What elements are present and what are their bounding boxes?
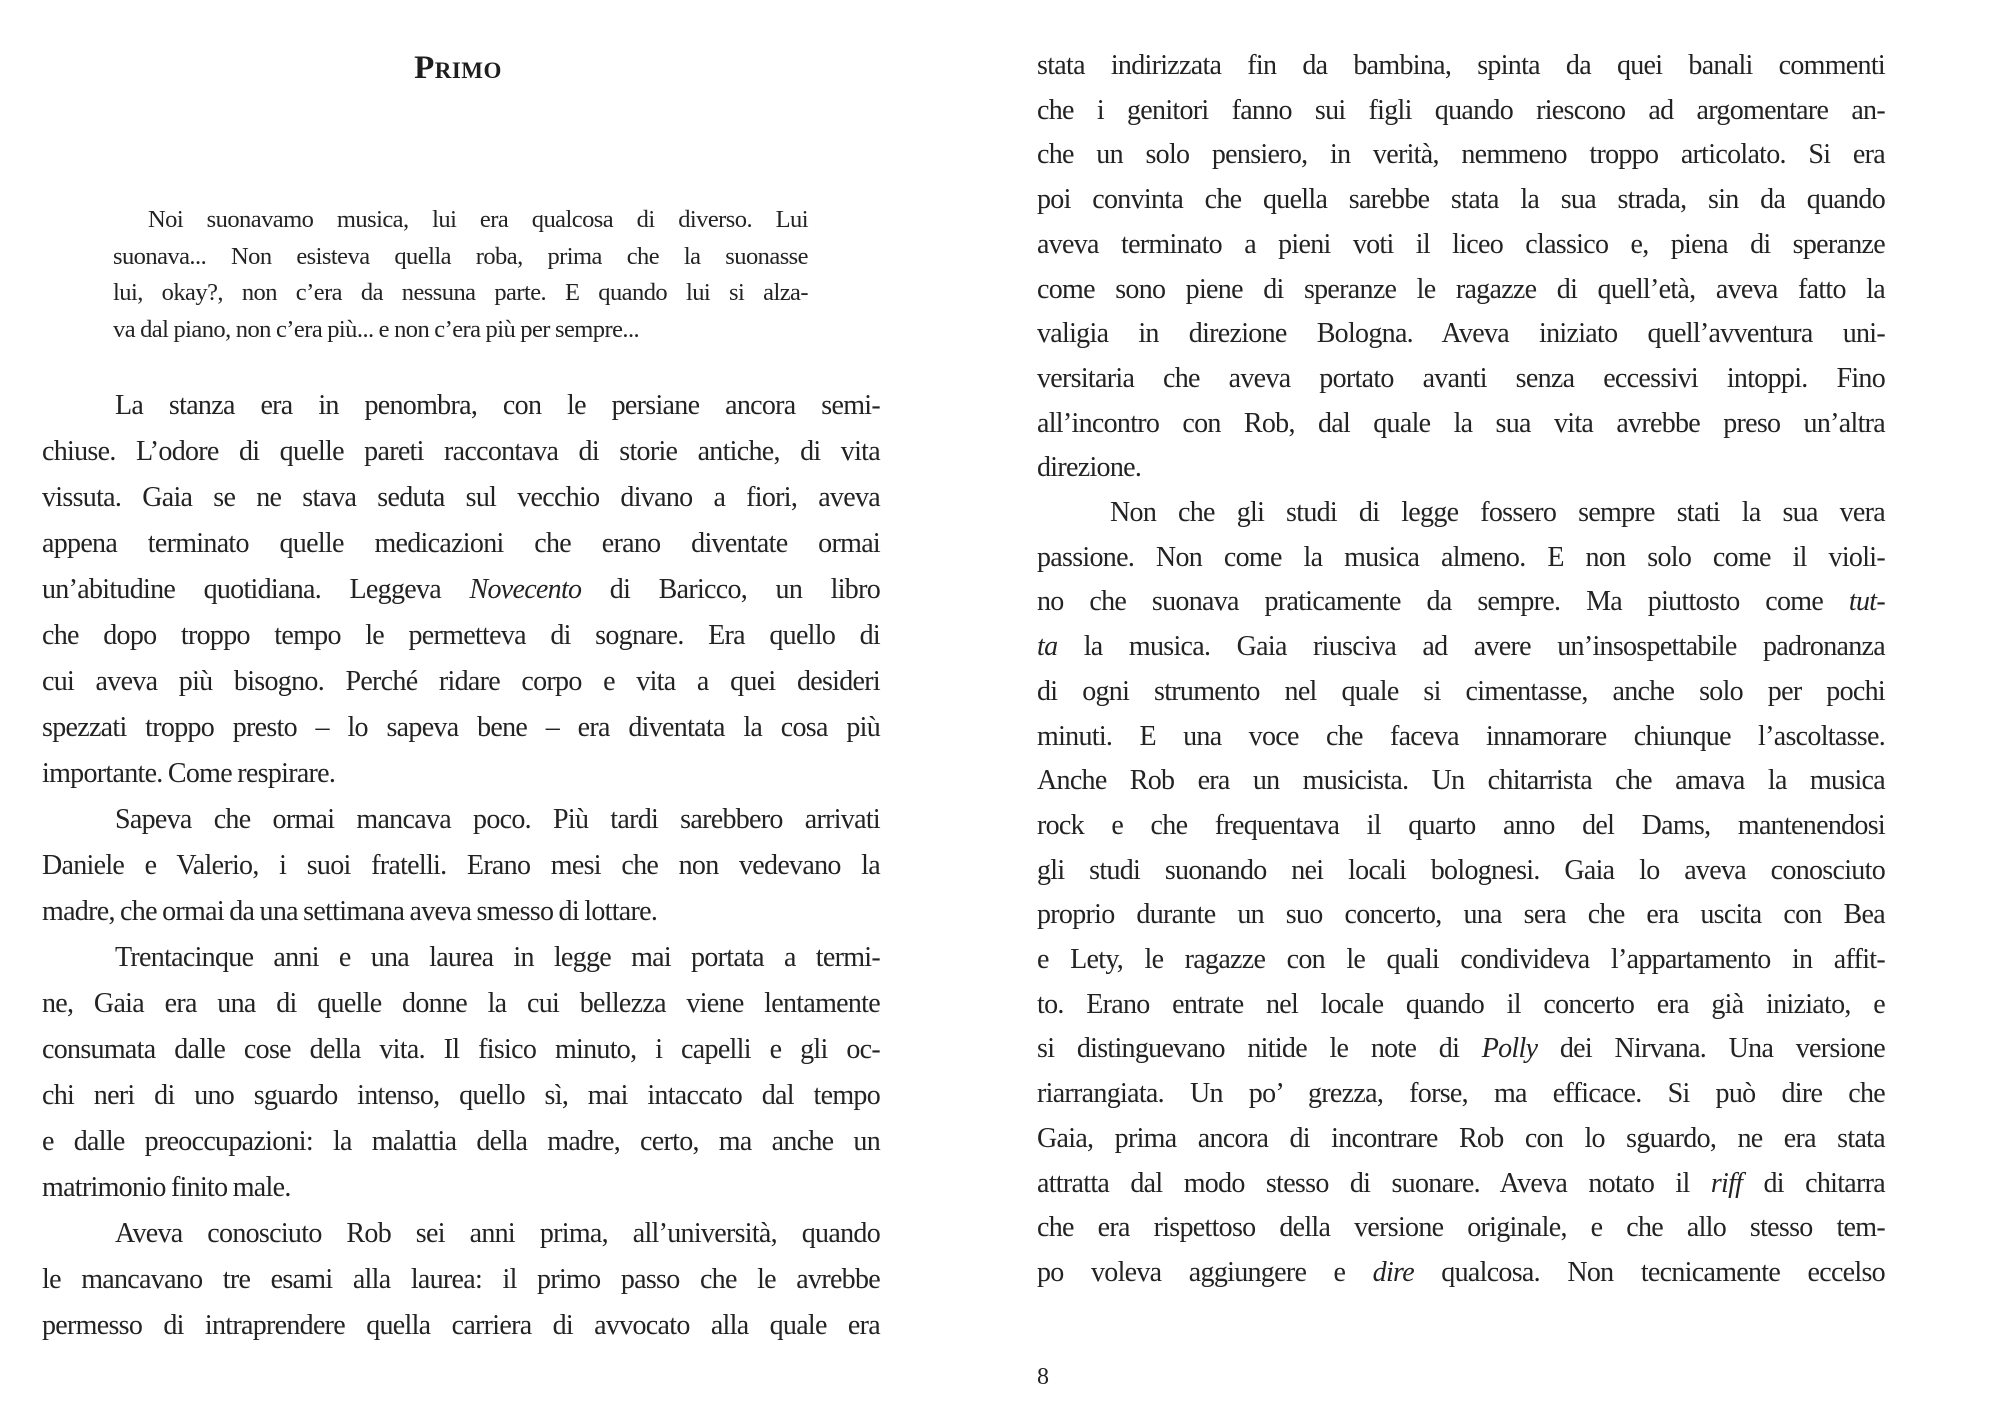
text-span: e Lety, le ragazze con le quali condivideva l’appartamento in affit- <box>1037 944 1885 975</box>
text-line <box>1037 541 1885 575</box>
text-line <box>42 757 880 791</box>
text-line <box>42 1125 880 1159</box>
epigraph-line: lui, okay?, non c’era da nessuna parte. E quando lui si alza- <box>113 279 808 307</box>
text-span: consumata dalle cose della vita. Il fisico minuto, i capelli e gli oc- <box>42 1034 880 1065</box>
text-line <box>1037 362 1885 396</box>
italic-text: dire <box>1372 1256 1414 1288</box>
text-line <box>1037 1256 1885 1290</box>
text-line <box>42 435 880 469</box>
italic-text: Novecento <box>469 574 582 605</box>
text-span: Anche Rob era un musicista. Un chitarrista che amava la musica <box>1037 765 1885 797</box>
text-span: to. Erano entrate nel locale quando il concerto era già iniziato, e <box>1037 988 1885 1020</box>
text-line <box>42 1079 880 1113</box>
text-span: dei Nirvana. Una versione <box>1537 1033 1885 1065</box>
text-line <box>1037 228 1885 262</box>
text-span: di ogni strumento nel quale si cimentasse, anche solo per pochi <box>1037 675 1885 707</box>
epigraph-line: suonava... Non esisteva quella roba, prima che la suonasse <box>113 242 808 270</box>
text-span: no che suonava praticamente da sempre. Ma piuttosto come <box>1037 586 1849 618</box>
text-span: proprio durante un suo concerto, una sera che era uscita con Bea <box>1037 899 1885 931</box>
text-span: cui aveva più bisogno. Perché ridare corpo e vita a quei desideri <box>42 666 880 697</box>
text-span: Non che gli studi di legge fossero sempre stati la sua vera <box>1110 497 1885 528</box>
text-line <box>1037 1077 1885 1111</box>
text-line <box>42 1263 880 1297</box>
text-line <box>42 711 880 745</box>
text-span: gli studi suonando nei locali bolognesi. Gaia lo aveva conosciuto <box>1037 854 1885 886</box>
text-span: direzione. <box>1037 452 1142 484</box>
text-span: Aveva conosciuto Rob sei anni prima, all’università, quando <box>115 1218 880 1249</box>
text-line <box>1037 675 1885 709</box>
text-line <box>42 987 880 1021</box>
text-line <box>42 481 880 515</box>
right-page <box>1000 0 2000 1425</box>
text-span: rock e che frequentava il quarto anno del Dams, mantenendosi <box>1037 809 1885 841</box>
text-line <box>1037 49 1885 83</box>
text-span: di chitarra <box>1742 1167 1885 1199</box>
text-line <box>1037 1032 1885 1066</box>
text-span: poi convinta che quella sarebbe stata la sua strada, sin da quando <box>1037 184 1885 216</box>
text-line <box>1037 630 1885 664</box>
text-span: che i genitori fanno sui figli quando riescono ad argomentare an- <box>1037 94 1885 126</box>
italic-text: Polly <box>1481 1033 1538 1065</box>
italic-text: ta <box>1037 631 1058 663</box>
text-line <box>1110 496 1885 530</box>
text-line <box>1037 317 1885 351</box>
text-span: minuti. E una voce che faceva innamorare chiunque l’ascoltasse. <box>1037 720 1885 752</box>
text-span: Sapeva che ormai mancava poco. Più tardi sarebbero arrivati <box>115 804 880 835</box>
text-span: Daniele e Valerio, i suoi fratelli. Erano mesi che non vedevano la <box>42 850 880 881</box>
text-line <box>1037 1122 1885 1156</box>
text-span: di Baricco, un libro <box>581 574 880 605</box>
text-line <box>1037 943 1885 977</box>
text-line <box>42 1309 880 1343</box>
text-span: un’abitudine quotidiana. Leggeva <box>42 574 470 605</box>
text-line <box>1037 854 1885 888</box>
text-line <box>1037 407 1885 441</box>
text-span: la musica. Gaia riusciva ad avere un’insospettabile padronanza <box>1057 631 1885 663</box>
text-span: appena terminato quelle medicazioni che erano diventate ormai <box>42 528 880 559</box>
text-line <box>42 573 880 607</box>
italic-text: riff <box>1710 1167 1743 1199</box>
text-span: La stanza era in penombra, con le persiane ancora semi- <box>115 390 880 421</box>
text-span: si distinguevano nitide le note di <box>1037 1033 1482 1065</box>
text-span: le mancavano tre esami alla laurea: il primo passo che le avrebbe <box>42 1264 880 1295</box>
text-span: all’incontro con Rob, dal quale la sua vita avrebbe preso un’altra <box>1037 407 1885 439</box>
text-span: madre, che ormai da una settimana aveva smesso di lottare. <box>42 896 658 927</box>
text-line <box>115 803 880 837</box>
text-line <box>42 619 880 653</box>
text-line <box>1037 1167 1885 1201</box>
text-line <box>115 1217 880 1251</box>
text-span: ne, Gaia era una di quelle donne la cui bellezza viene lentamente <box>42 988 880 1019</box>
text-line <box>1037 94 1885 128</box>
text-line <box>115 389 880 423</box>
text-span: stata indirizzata fin da bambina, spinta da quei banali commenti <box>1037 50 1885 81</box>
text-line <box>1037 183 1885 217</box>
text-line <box>42 665 880 699</box>
text-span: permesso di intraprendere quella carriera di avvocato alla quale era <box>42 1310 880 1341</box>
text-span: qualcosa. Non tecnicamente eccelso <box>1413 1256 1885 1288</box>
text-span: importante. Come respirare. <box>42 758 336 789</box>
text-span: Gaia, prima ancora di incontrare Rob con lo sguardo, ne era stata <box>1037 1122 1885 1154</box>
text-span: matrimonio finito male. <box>42 1172 291 1203</box>
text-line <box>1037 764 1885 798</box>
text-span: aveva terminato a pieni voti il liceo classico e, piena di speranze <box>1037 228 1885 260</box>
text-span: che un solo pensiero, in verità, nemmeno troppo articolato. Si era <box>1037 139 1885 171</box>
chapter-title: Primo <box>414 50 502 86</box>
text-line <box>1037 809 1885 843</box>
italic-text: tut- <box>1848 586 1885 618</box>
text-span: vissuta. Gaia se ne stava seduta sul vecchio divano a fiori, aveva <box>42 482 880 513</box>
text-line <box>42 849 880 883</box>
text-line <box>1037 988 1885 1022</box>
text-span: Trentacinque anni e una laurea in legge mai portata a termi- <box>115 942 880 973</box>
text-line <box>42 895 880 929</box>
text-span: po voleva aggiungere e <box>1037 1256 1373 1288</box>
text-line <box>1037 273 1885 307</box>
text-line <box>1037 138 1885 172</box>
text-span: che dopo troppo tempo le permetteva di sognare. Era quello di <box>42 620 880 651</box>
text-span: passione. Non come la musica almeno. E non solo come il violi- <box>1037 541 1885 573</box>
text-span: versitaria che aveva portato avanti senza eccessivi intoppi. Fino <box>1037 362 1885 394</box>
text-span: chi neri di uno sguardo intenso, quello sì, mai intaccato dal tempo <box>42 1080 880 1111</box>
text-span: valigia in direzione Bologna. Aveva iniziato quell’avventura uni- <box>1037 318 1885 350</box>
page-number: 8 <box>1037 1364 1049 1390</box>
text-line <box>1037 720 1885 754</box>
text-span: spezzati troppo presto – lo sapeva bene – era diventata la cosa più <box>42 712 880 743</box>
text-line <box>115 941 880 975</box>
text-line <box>1037 451 1885 485</box>
text-line <box>42 1171 880 1205</box>
text-span: e dalle preoccupazioni: la malattia della madre, certo, ma anche un <box>42 1126 880 1157</box>
text-span: attratta dal modo stesso di suonare. Aveva notato il <box>1037 1167 1711 1199</box>
text-span: che era rispettoso della versione originale, e che allo stesso tem- <box>1037 1212 1885 1244</box>
epigraph-line: Noi suonavamo musica, lui era qualcosa di diverso. Lui <box>148 206 808 233</box>
text-line <box>1037 1211 1885 1245</box>
text-span: chiuse. L’odore di quelle pareti raccontava di storie antiche, di vita <box>42 436 880 467</box>
epigraph-line: va dal piano, non c’era più... e non c’era più per sempre... <box>113 316 640 344</box>
text-line <box>42 1033 880 1067</box>
text-line <box>42 527 880 561</box>
text-span: come sono piene di speranze le ragazze di quell’età, aveva fatto la <box>1037 273 1885 305</box>
text-span: riarrangiata. Un po’ grezza, forse, ma efficace. Si può dire che <box>1037 1078 1885 1110</box>
text-line <box>1037 898 1885 932</box>
text-line <box>1037 585 1885 619</box>
